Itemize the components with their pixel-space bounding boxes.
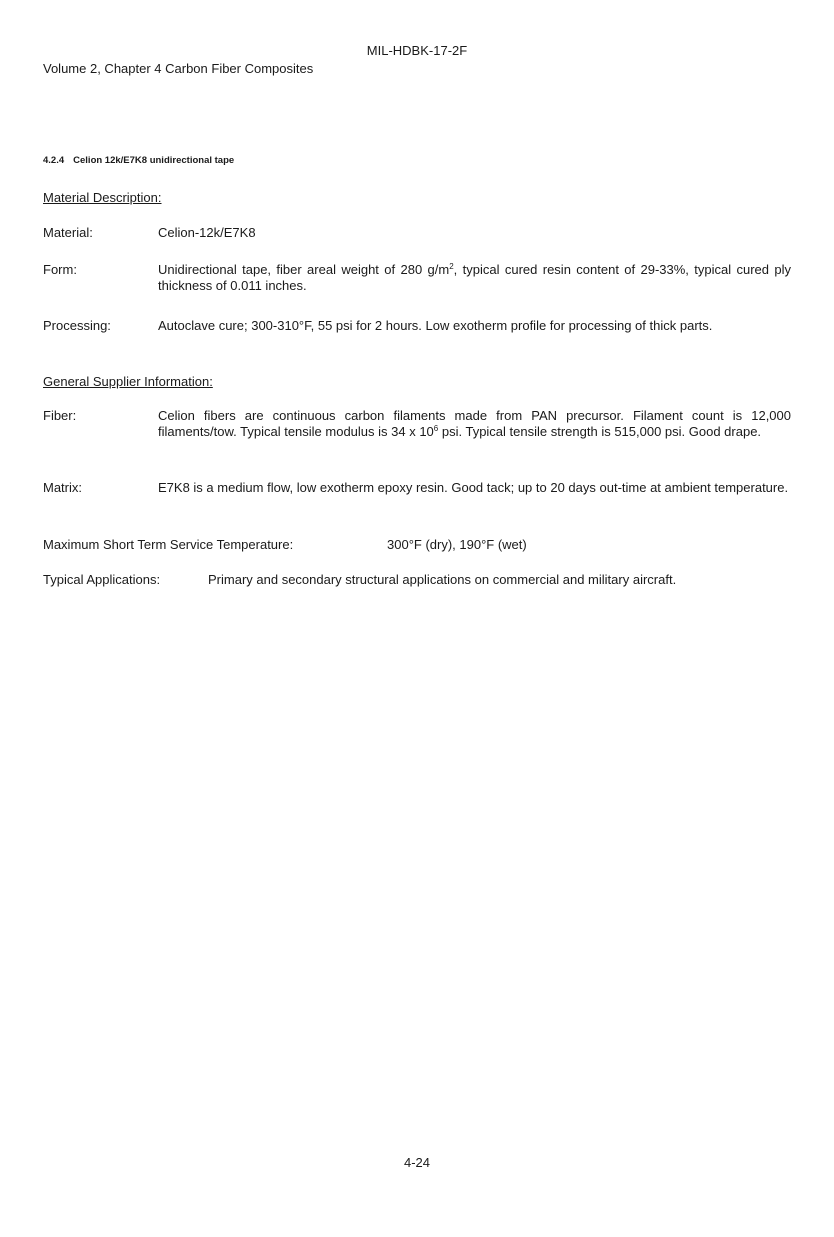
form-label: Form:: [43, 262, 77, 277]
fiber-label: Fiber:: [43, 408, 77, 423]
applications-row: [43, 572, 791, 588]
form-text-part1: Unidirectional tape, fiber areal weight of 280 g/m: [158, 262, 450, 277]
section-title: Celion 12k/E7K8 unidirectional tape: [73, 155, 235, 166]
page-number: 4-24: [403, 1155, 431, 1170]
section-number: 4.2.4: [43, 155, 65, 166]
applications-label: Typical Applications:: [43, 572, 161, 587]
volume-chapter-line: Volume 2, Chapter 4 Carbon Fiber Composites: [43, 61, 314, 76]
document-id: MIL-HDBK-17-2F: [366, 43, 468, 58]
service-temp-label: Maximum Short Term Service Temperature:: [43, 537, 294, 552]
material-row: [43, 225, 791, 241]
fiber-row: [43, 408, 791, 456]
fiber-superscript: 6: [433, 424, 439, 433]
matrix-row: [43, 480, 791, 512]
supplier-info-heading: General Supplier Information:: [43, 374, 213, 389]
material-description-heading: Material Description:: [43, 190, 162, 205]
fiber-text-part1: Celion fibers are continuous carbon filaments made from PAN precursor. Filament count is 12,000 filaments/tow. Typical tensile modulus is 34 x 10: [158, 408, 791, 439]
form-row: [43, 262, 791, 294]
material-value: Celion-12k/E7K8: [158, 225, 256, 240]
section-heading: [43, 155, 234, 166]
applications-value: Primary and secondary structural applications on commercial and military aircraft.: [208, 572, 677, 587]
matrix-label: Matrix:: [43, 480, 82, 495]
processing-label: Processing:: [43, 318, 111, 333]
processing-value: Autoclave cure; 300-310°F, 55 psi for 2 hours. Low exotherm profile for processing of thick parts.: [158, 318, 713, 333]
fiber-text-part2: psi. Typical tensile strength is 515,000 psi. Good drape.: [438, 424, 762, 439]
form-text-part2: , typical cured resin content of 29-33%, typical cured ply thickness of 0.011 inches.: [158, 262, 792, 293]
form-superscript: 2: [449, 262, 454, 271]
processing-row: [43, 318, 791, 350]
service-temp-row: [43, 537, 791, 553]
matrix-value: E7K8 is a medium flow, low exotherm epoxy resin. Good tack; up to 20 days out-time at ambient temperature.: [158, 480, 789, 495]
material-label: Material:: [43, 225, 93, 240]
fiber-value: [158, 408, 791, 440]
form-value: [158, 262, 791, 294]
service-temp-value: 300°F (dry), 190°F (wet): [387, 537, 527, 552]
